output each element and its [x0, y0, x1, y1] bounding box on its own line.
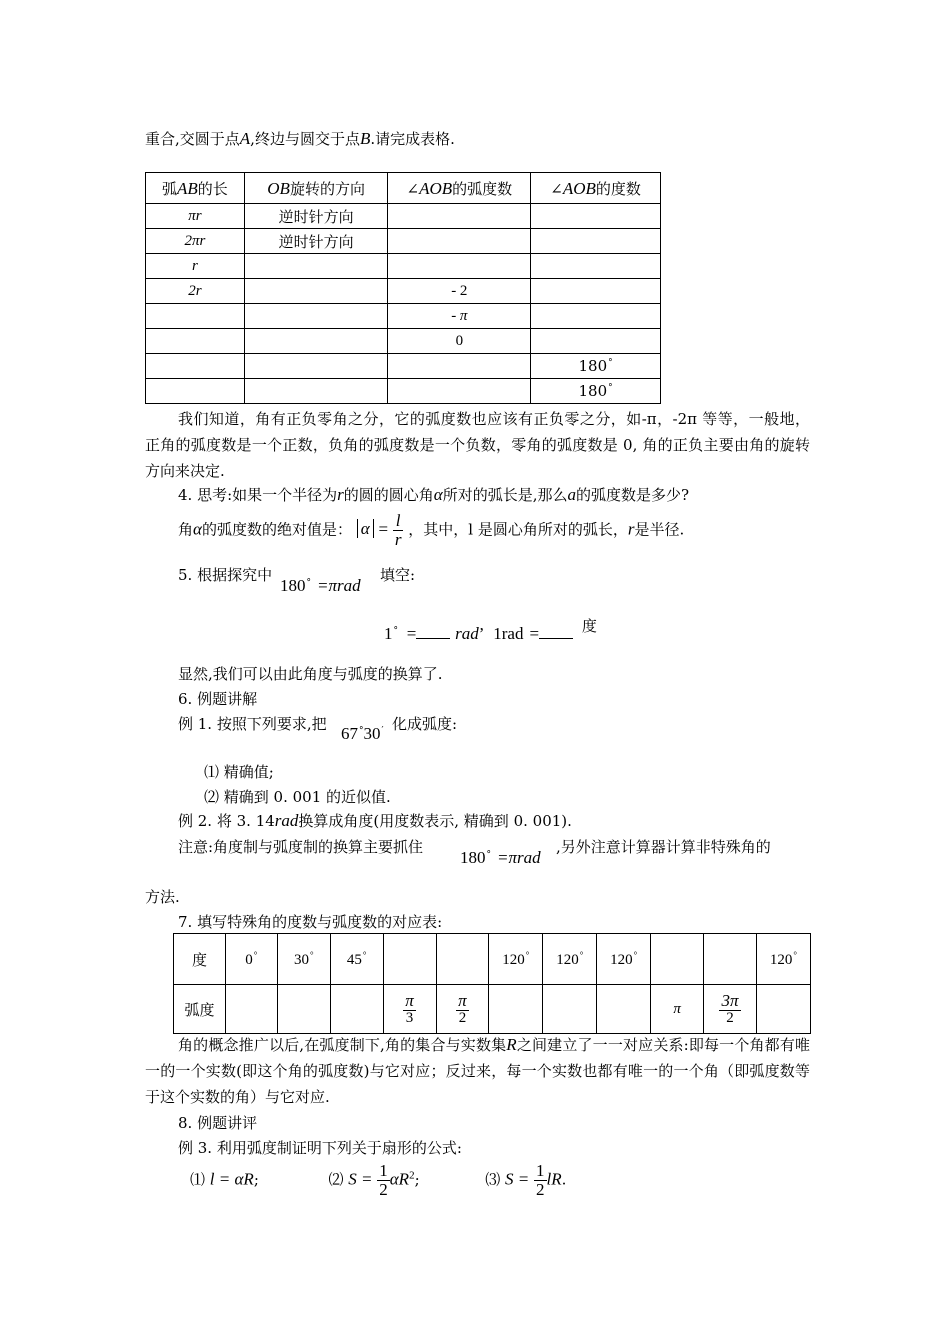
note-relation: 180° =πrad [460, 848, 541, 867]
table-cell: 逆时针方向 [244, 204, 388, 229]
example-1-instruction: 化成弧度: [392, 715, 458, 733]
table-row [146, 204, 661, 229]
table-cell [244, 354, 388, 379]
table-cell: 0 [388, 329, 531, 354]
table-row [146, 354, 661, 379]
table-cell: 180° [531, 379, 661, 404]
answer-4: 角α的弧度数的绝对值是： α = $\frac{l}{r}$ ，其中，l 是圆心角所对的弧长，r是半径. [178, 511, 685, 549]
fill-in-conversion: 1° = rad’ 1rad = 度 [384, 617, 597, 643]
point-b: B [359, 129, 371, 148]
table-cell [146, 304, 245, 329]
one-half-fraction: $\frac{1}{2}$ [379, 1161, 388, 1199]
table-cell [225, 985, 277, 1034]
table-cell [388, 204, 531, 229]
header-degree-measure: ∠AOB的度数 [531, 173, 661, 204]
table-row [146, 329, 661, 354]
degree-label: 度 [174, 934, 226, 985]
table-cell [146, 379, 245, 404]
table-cell: 2r [146, 279, 245, 304]
header-radian-measure: ∠AOB的弧度数 [388, 173, 531, 204]
table-cell [651, 934, 704, 985]
sector-formulas: ⑴ l = αR; ⑵ S = $\frac{1}{2}$ $\alpha R^2$; ⑶ S = $\frac{1}{2}$ lR. [190, 1161, 567, 1199]
question-5: 5. 根据探究中 [178, 566, 273, 584]
table-cell [244, 379, 388, 404]
radian-row [174, 985, 811, 1034]
table-cell: - π [388, 304, 531, 329]
blank-degree[interactable] [539, 622, 573, 639]
table-cell [388, 354, 531, 379]
table-cell [388, 229, 531, 254]
table-cell: 180° [531, 354, 661, 379]
intro-text-2: ,终边与圆交于点 [250, 130, 360, 148]
arc-angle-table [145, 172, 661, 404]
table-cell: 逆时针方向 [244, 229, 388, 254]
example-1-part-1: ⑴ 精确值; [204, 763, 274, 781]
intro-text-3: .请完成表格. [370, 130, 455, 148]
table-cell: 2πr [146, 229, 245, 254]
table-cell: πr [146, 204, 245, 229]
table-row [146, 229, 661, 254]
abs-alpha: α [357, 519, 374, 538]
table-cell: 120° [489, 934, 543, 985]
pi-over-2: $\frac{\pi}{2}$ [458, 990, 467, 1026]
note-line-end: ,另外注意计算器计算非特殊角的 [556, 838, 771, 856]
pi-over-3: $\frac{\pi}{3}$ [405, 990, 414, 1026]
table-cell [244, 254, 388, 279]
table-cell [531, 279, 661, 304]
table-row [146, 279, 661, 304]
intro-text-1: 重合,交圆于点 [145, 130, 240, 148]
note-continuation: 方法. [145, 888, 180, 906]
table-cell [383, 985, 436, 1034]
example-3: 例 3. 利用弧度制证明下列关于扇形的公式: [178, 1139, 462, 1157]
table-row [146, 304, 661, 329]
special-angle-table [173, 933, 811, 1034]
table-cell [531, 229, 661, 254]
table-cell [489, 985, 543, 1034]
section-7-title: 7. 填写特殊角的度数与弧度数的对应表: [178, 913, 443, 931]
table-cell [531, 329, 661, 354]
header-arc-length: 弧AB的长 [146, 173, 245, 204]
fill-label: 填空: [380, 566, 416, 584]
l-over-r-fraction: $\frac{l}{r}$ [394, 511, 402, 549]
example-1: 例 1. 按照下列要求,把 [178, 715, 327, 733]
table-cell: r [146, 254, 245, 279]
table-cell [531, 204, 661, 229]
point-a: A [239, 129, 251, 148]
example-2: 例 2. 将 3. 14rad换算成角度(用度数表示, 精确到 0. 001). [178, 811, 572, 830]
note-line: 注意:角度制与弧度制的换算主要抓住 [178, 838, 424, 856]
table-cell [146, 354, 245, 379]
table-cell [531, 254, 661, 279]
intro-line [145, 128, 455, 149]
table-cell: 0° [225, 934, 277, 985]
table-header-row [146, 173, 661, 204]
table-cell [244, 279, 388, 304]
table-cell [388, 379, 531, 404]
radian-label: 弧度 [174, 985, 226, 1034]
question-4: 4. 思考:如果一个半径为r的圆的圆心角α所对的弧长是,那么a的弧度数是多少? [178, 485, 690, 504]
table-cell [597, 985, 651, 1034]
three-pi-over-2: $\frac{3\pi}{2}$ [721, 990, 739, 1026]
table-cell [383, 934, 436, 985]
formula-2-label: ⑵ [328, 1170, 344, 1189]
table-cell [704, 934, 757, 985]
degree-radian-relation: 180° =πrad [280, 576, 361, 595]
correspondence-paragraph: 角的概念推广以后,在弧度制下,角的集合与实数集R之间建立了一一对应关系:即每一个角都有唯一的一个实数(即这个角的弧度数)与它对应；反过来，每一个实数也都有唯一的一个角（即弧度数等于这个实数的角）与它对应. [145, 1035, 810, 1106]
table-cell: 45° [330, 934, 383, 985]
table-cell: 30° [277, 934, 330, 985]
header-rotation-direction: OB旋转的方向 [244, 173, 388, 204]
table-cell [244, 329, 388, 354]
blank-rad[interactable] [416, 622, 450, 639]
table-cell [388, 254, 531, 279]
table-cell [277, 985, 330, 1034]
table-cell: 120° [756, 934, 810, 985]
table-cell [436, 934, 489, 985]
sign-paragraph: 我们知道，角有正负零角之分，它的弧度数也应该有正负零之分，如-π，-2π 等等，一般地， 正角的弧度数是一个正数，负角的弧度数是一个负数，零角的弧度数是 0, 角的正负主要由角的旋转方向来决定. [145, 410, 810, 480]
table-cell [531, 304, 661, 329]
angle-67-30: 67°30′ [341, 724, 384, 743]
table-cell: 120° [597, 934, 651, 985]
table-cell [146, 329, 245, 354]
table-row [146, 379, 661, 404]
conversion-note: 显然,我们可以由此角度与弧度的换算了. [178, 665, 443, 683]
section-8-title: 8. 例题讲评 [178, 1114, 258, 1132]
example-1-part-2: ⑵ 精确到 0. 001 的近似值. [204, 788, 391, 806]
table-cell [704, 985, 757, 1034]
table-cell [543, 985, 597, 1034]
formula-3-label: ⑶ [485, 1170, 501, 1189]
table-cell: - 2 [388, 279, 531, 304]
table-row [146, 254, 661, 279]
degree-row [174, 934, 811, 985]
table-cell [436, 985, 489, 1034]
table-cell: π [651, 985, 704, 1034]
table-cell [330, 985, 383, 1034]
table-cell [756, 985, 810, 1034]
one-half-fraction-2: $\frac{1}{2}$ [536, 1161, 545, 1199]
table-cell: 120° [543, 934, 597, 985]
table-cell [244, 304, 388, 329]
section-6-title: 6. 例题讲解 [178, 690, 258, 708]
formula-1-label: ⑴ [190, 1170, 206, 1189]
formula-1: l = αR [209, 1169, 254, 1189]
